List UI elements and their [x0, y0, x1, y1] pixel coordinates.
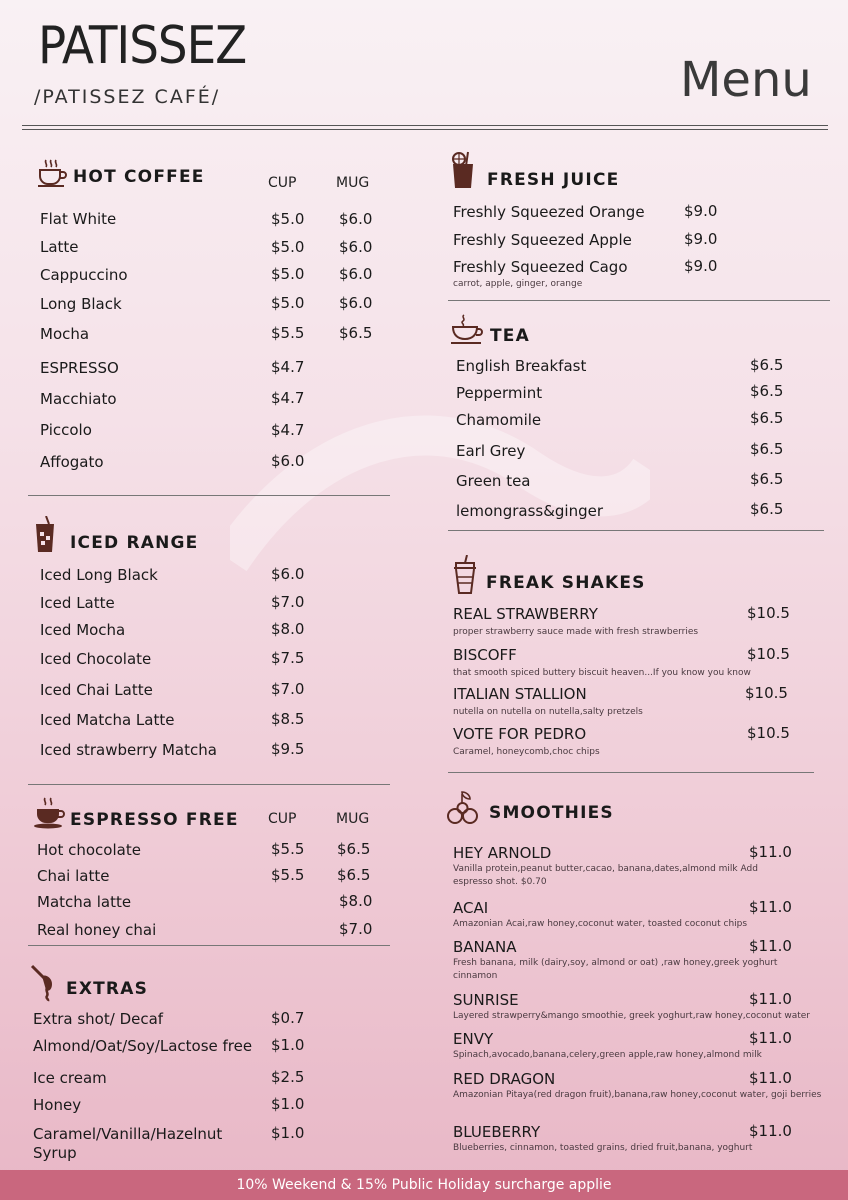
- item-description: Vanilla protein,peanut butter,cacao, banana,dates,almond milk Add espresso shot. $0.70: [453, 864, 758, 887]
- item-description: Caramel, honeycomb,choc chips: [453, 747, 600, 757]
- item-description: Amazonian Pitaya(red dragon fruit),banana,raw honey,coconut water, goji berries: [453, 1090, 822, 1100]
- cup-price: $4.7: [271, 358, 305, 376]
- price: $11.0: [749, 1029, 792, 1047]
- extras-title: EXTRAS: [66, 979, 149, 999]
- price: $7.0: [271, 680, 305, 698]
- mug-price: $6.0: [339, 238, 373, 256]
- item-description: proper strawberry sauce made with fresh strawberries: [453, 627, 699, 637]
- mug-price: $6.0: [339, 210, 373, 228]
- surcharge-footer: 10% Weekend & 15% Public Holiday surcharge applie: [0, 1170, 848, 1200]
- menu-item: Freshly Squeezed Cago: [453, 258, 628, 276]
- espresso-free-mug-header: MUG: [336, 811, 370, 827]
- cup-price: $5.0: [271, 265, 305, 283]
- mug-price: $7.0: [339, 920, 373, 938]
- menu-item: Chamomile: [456, 411, 542, 429]
- cup-price: $5.0: [271, 210, 305, 228]
- menu-item: Iced Latte: [40, 594, 115, 612]
- menu-item: RED DRAGON: [453, 1070, 556, 1088]
- mug-price: $6.0: [339, 294, 373, 312]
- menu-item: Chai latte: [37, 867, 110, 885]
- price: $10.5: [747, 724, 790, 742]
- menu-item: HEY ARNOLD: [453, 844, 552, 862]
- section-divider: [28, 784, 390, 785]
- price: $9.0: [684, 257, 718, 275]
- cup-price: $5.5: [271, 866, 305, 884]
- section-divider: [448, 300, 830, 301]
- fresh-juice-title: FRESH JUICE: [487, 170, 620, 190]
- section-divider: [28, 495, 390, 496]
- section-divider: [28, 945, 390, 946]
- shake-cup-icon: [451, 555, 479, 595]
- price: $10.5: [745, 684, 788, 702]
- price: $7.5: [271, 649, 305, 667]
- price: $6.5: [750, 409, 784, 427]
- hot-coffee-cup-header: CUP: [268, 175, 297, 191]
- espresso-free-cup-header: CUP: [268, 811, 297, 827]
- menu-item: Peppermint: [456, 384, 543, 402]
- iced-drink-icon: [34, 516, 56, 554]
- espresso-free-title: ESPRESSO FREE: [70, 810, 239, 830]
- menu-item: Cappuccino: [40, 266, 128, 284]
- menu-item: BANANA: [453, 938, 517, 956]
- item-description: Spinach,avocado,banana,celery,green apple,raw honey,almond milk: [453, 1050, 762, 1060]
- price: $6.5: [750, 470, 784, 488]
- cup-price: $4.7: [271, 421, 305, 439]
- price: $11.0: [749, 898, 792, 916]
- menu-item: Extra shot/ Decaf: [33, 1010, 164, 1028]
- price: $1.0: [271, 1036, 305, 1054]
- iced-range-title: ICED RANGE: [70, 533, 199, 553]
- hot-coffee-title: HOT COFFEE: [73, 167, 205, 187]
- price: $11.0: [749, 937, 792, 955]
- price: $10.5: [747, 645, 790, 663]
- header-divider-2: [22, 129, 828, 130]
- mug-price: $6.5: [339, 324, 373, 342]
- mug-price: $6.5: [337, 866, 371, 884]
- price: $6.5: [750, 500, 784, 518]
- header-divider: [22, 125, 828, 126]
- menu-item: Real honey chai: [37, 921, 157, 939]
- price: $1.0: [271, 1124, 305, 1142]
- item-description: Layered strawperry&mango smoothie, greek yoghurt,raw honey,coconut water: [453, 1011, 810, 1021]
- teacup-icon: [450, 313, 484, 347]
- smoothies-title: SMOOTHIES: [489, 803, 614, 823]
- menu-item: ESPRESSO: [40, 359, 119, 377]
- price: $11.0: [749, 1069, 792, 1087]
- price: $7.0: [271, 593, 305, 611]
- menu-item: ITALIAN STALLION: [453, 685, 587, 703]
- menu-item: Almond/Oat/Soy/Lactose free: [33, 1037, 253, 1055]
- menu-item: SUNRISE: [453, 991, 519, 1009]
- item-description: nutella on nutella on nutella,salty pretzels: [453, 707, 643, 717]
- hot-coffee-mug-header: MUG: [336, 175, 370, 191]
- price: $11.0: [749, 990, 792, 1008]
- price: $9.0: [684, 230, 718, 248]
- price: $9.0: [684, 202, 718, 220]
- cup-price: $6.0: [271, 452, 305, 470]
- menu-item: Latte: [40, 238, 79, 256]
- menu-item: Iced Chai Latte: [40, 681, 153, 699]
- menu-item: Ice cream: [33, 1069, 107, 1087]
- menu-item: Caramel/Vanilla/Hazelnut: [33, 1125, 223, 1143]
- mug-price: $6.5: [337, 840, 371, 858]
- price: $0.7: [271, 1009, 305, 1027]
- price: $2.5: [271, 1068, 305, 1086]
- price: $1.0: [271, 1095, 305, 1113]
- menu-item: BISCOFF: [453, 646, 517, 664]
- menu-item: Freshly Squeezed Apple: [453, 231, 632, 249]
- menu-item: Iced Matcha Latte: [40, 711, 175, 729]
- menu-item: Iced Long Black: [40, 566, 158, 584]
- menu-item: Long Black: [40, 295, 122, 313]
- item-description: that smooth spiced buttery biscuit heaven...If you know you know: [453, 668, 751, 678]
- menu-item: BLUEBERRY: [453, 1123, 541, 1141]
- menu-item: Flat White: [40, 210, 117, 228]
- coffee-cup-icon: [36, 158, 68, 188]
- honey-dipper-icon: [30, 962, 60, 1002]
- price: $6.5: [750, 382, 784, 400]
- item-description: Fresh banana, milk (dairy,soy, almond or oat) ,raw honey,greek yoghurt cinnamon: [453, 958, 778, 981]
- menu-item-line2: Syrup: [33, 1144, 77, 1162]
- menu-item: ACAI: [453, 899, 489, 917]
- menu-item: ENVY: [453, 1030, 494, 1048]
- juice-glass-icon: [450, 150, 476, 190]
- mug-price: $8.0: [339, 892, 373, 910]
- price: $6.5: [750, 356, 784, 374]
- menu-item: Matcha latte: [37, 893, 132, 911]
- cup-price: $5.5: [271, 840, 305, 858]
- menu-item: Hot chocolate: [37, 841, 141, 859]
- price: $11.0: [749, 843, 792, 861]
- menu-item: Affogato: [40, 453, 104, 471]
- menu-item: Mocha: [40, 325, 90, 343]
- price: $6.0: [271, 565, 305, 583]
- item-description: carrot, apple, ginger, orange: [453, 279, 583, 289]
- section-divider: [448, 530, 824, 531]
- menu-item: REAL STRAWBERRY: [453, 605, 598, 623]
- price: $6.5: [750, 440, 784, 458]
- cup-price: $5.0: [271, 238, 305, 256]
- menu-item: Green tea: [456, 472, 531, 490]
- price: $11.0: [749, 1122, 792, 1140]
- menu-item: lemongrass&ginger: [456, 502, 604, 520]
- price: $8.0: [271, 620, 305, 638]
- mug-price: $6.0: [339, 265, 373, 283]
- price: $9.5: [271, 740, 305, 758]
- menu-item: Honey: [33, 1096, 82, 1114]
- tea-title: TEA: [490, 326, 530, 346]
- cup-price: $5.5: [271, 324, 305, 342]
- menu-item: Piccolo: [40, 421, 92, 439]
- item-description: Amazonian Acai,raw honey,coconut water, toasted coconut chips: [453, 919, 748, 929]
- menu-item: VOTE FOR PEDRO: [453, 725, 587, 743]
- price: $8.5: [271, 710, 305, 728]
- brand-name: PATISSEZ: [38, 16, 247, 76]
- menu-item: Earl Grey: [456, 442, 526, 460]
- menu-item: Freshly Squeezed Orange: [453, 203, 645, 221]
- price: $10.5: [747, 604, 790, 622]
- menu-item: Iced Mocha: [40, 621, 126, 639]
- menu-item: Macchiato: [40, 390, 117, 408]
- cup-price: $4.7: [271, 389, 305, 407]
- section-divider: [448, 772, 814, 773]
- menu-item: Iced strawberry Matcha: [40, 741, 217, 759]
- brand-subtitle: /PATISSEZ CAFÉ/: [34, 86, 221, 108]
- menu-item: Iced Chocolate: [40, 650, 152, 668]
- menu-item: English Breakfast: [456, 357, 587, 375]
- fruit-icon: [446, 790, 480, 826]
- freak-shakes-title: FREAK SHAKES: [486, 573, 646, 593]
- item-description: Blueberries, cinnamon, toasted grains, dried fruit,banana, yoghurt: [453, 1143, 753, 1153]
- hot-drink-icon: [32, 796, 66, 830]
- menu-title: Menu: [680, 52, 812, 108]
- cup-price: $5.0: [271, 294, 305, 312]
